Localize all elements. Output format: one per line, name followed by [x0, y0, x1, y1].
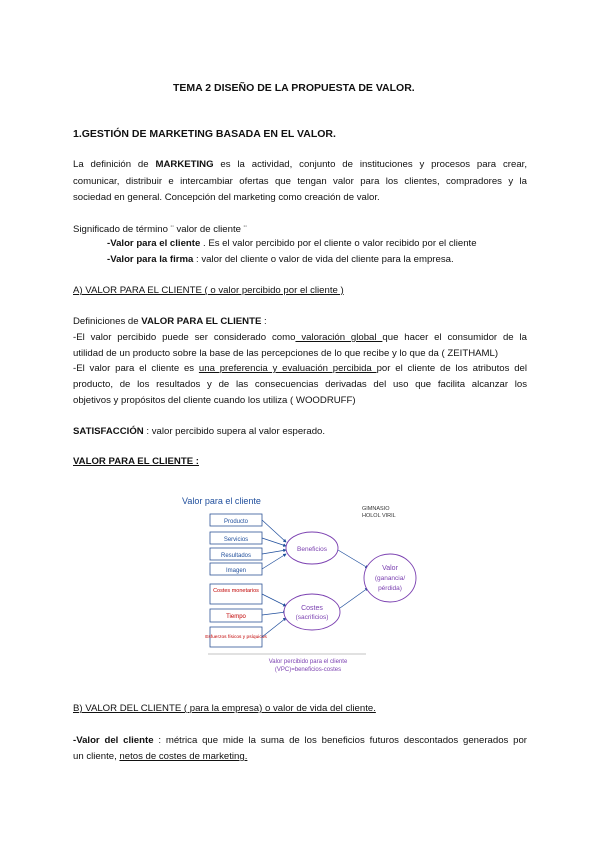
cost-box: [210, 609, 262, 622]
text-span: que hacer el consumidor de la: [382, 332, 527, 343]
text-span: :: [261, 316, 267, 327]
benefit-label: Imagen: [225, 568, 247, 574]
section1-heading: 1.GESTIÓN DE MARKETING BASADA EN EL VALOR.: [73, 128, 336, 140]
caption-line-2: (VPC)=beneficios-costes: [274, 667, 342, 673]
satisfaccion-line: [73, 426, 325, 438]
benefit-label: Resultados: [220, 553, 252, 559]
text-span: La definición de: [73, 159, 156, 170]
text-span: . Es el valor percibido por el cliente o valor recibido por el cliente: [200, 238, 477, 249]
benefits-label: Beneficios: [297, 546, 327, 553]
text-span: Definiciones de: [73, 316, 142, 327]
connector: [262, 594, 286, 606]
cost-label: Tiempo: [226, 614, 246, 620]
text-span: un cliente,: [73, 751, 120, 762]
valoracion-global: valoración global: [295, 332, 383, 343]
text-span: -El valor percibido puede ser considerado como: [73, 332, 296, 343]
value-label-3: pérdida): [378, 585, 402, 592]
benefit-box: [210, 532, 262, 544]
woodruff-line-3: objetivos y propósitos del cliente cuando los utiliza ( WOODRUFF): [73, 395, 356, 406]
vpc-label: -Valor para el cliente: [107, 238, 201, 249]
connector: [262, 612, 286, 615]
satisfaccion-label: SATISFACCIÓN: [73, 426, 144, 437]
cost-label: Costes monetarios: [213, 588, 259, 594]
woodruff-line-2: producto, de los resultados y de las consecuencias derivadas del uso que facilita alcanzar los: [73, 379, 527, 390]
valor-cliente-diagram: [180, 492, 420, 674]
benefit-box: [210, 548, 262, 560]
definition-line-1: [73, 159, 527, 171]
value-ellipse: [364, 554, 416, 602]
diagram-source-1: GIMNASIO: [362, 506, 390, 512]
text-span: B) VALOR DEL CLIENTE ( para la empresa): [73, 703, 265, 714]
connector: [338, 550, 368, 568]
costs-label-2: (sacrificios): [295, 614, 329, 621]
significado-line: Significado de término ¨ valor de cliente ¨: [73, 224, 247, 235]
connector: [262, 550, 286, 554]
vpc-term: VALOR PARA EL CLIENTE: [141, 316, 262, 327]
diagram-title: Valor para el cliente: [182, 496, 261, 506]
benefit-label: Producto: [223, 519, 249, 525]
text-span: : métrica que mide la suma de los beneficios futuros descontados generados por: [153, 735, 528, 746]
connector: [340, 588, 368, 608]
marketing-term: MARKETING: [155, 159, 214, 170]
vdc-label: -Valor del cliente: [73, 735, 154, 746]
definition-line-3: sociedad en general. Concepción del marketing como creación de valor.: [73, 192, 380, 203]
benefit-box: [210, 563, 262, 575]
caption-line-1: Valor percibido para el cliente: [268, 659, 348, 665]
valor-cliente-line: [107, 238, 477, 250]
cost-box: [205, 627, 267, 647]
definiciones-line: [73, 316, 267, 328]
text-span: o valor de vida del cliente.: [264, 703, 376, 714]
vpc-heading: VALOR PARA EL CLIENTE :: [73, 456, 199, 467]
benefit-box: [210, 514, 262, 526]
cost-box: [210, 584, 262, 604]
sectionA-heading: A) VALOR PARA EL CLIENTE ( o valor percibido por el cliente ): [73, 285, 344, 296]
connector: [262, 618, 286, 637]
preferencia-evaluacion: una preferencia y evaluación percibida: [198, 363, 377, 374]
text-span: : valor del cliente o valor de vida del cliente para la empresa.: [193, 254, 454, 265]
doc-title: TEMA 2 DISEÑO DE LA PROPUESTA DE VALOR.: [173, 82, 415, 94]
benefit-label: Servicios: [223, 537, 249, 543]
valor-firma-line: [107, 254, 454, 266]
definition-line-2: comunicar, distribuir e intercambiar ofertas que tengan valor para los clientes, compradores y la: [73, 176, 527, 187]
valor-del-cliente-line-2: [73, 751, 247, 763]
costs-ellipse: [284, 594, 340, 630]
zeithaml-line-1: [73, 332, 527, 344]
connector: [262, 554, 286, 569]
sectionB-heading: [73, 703, 376, 715]
netos-costes: netos de costes de marketing.: [119, 751, 248, 762]
text-span: : valor percibido supera al valor esperado.: [143, 426, 326, 437]
connector: [262, 538, 286, 546]
text-span: -El valor para el cliente es: [73, 363, 199, 374]
diagram-source-2: HOLOL VIRIL: [362, 513, 396, 519]
cost-label: Esfuerzos físicos y psíquicos: [205, 635, 267, 640]
connector: [262, 520, 286, 542]
text-span: por el cliente de los atributos del: [376, 363, 528, 374]
benefits-ellipse: [286, 532, 338, 564]
value-label-1: Valor: [382, 565, 398, 572]
vpf-label: -Valor para la firma: [107, 254, 194, 265]
costs-label-1: Costes: [301, 605, 323, 612]
valor-del-cliente-line-1: [73, 735, 527, 747]
text-span: es la actividad, conjunto de instituciones y procesos para crear,: [213, 159, 527, 170]
woodruff-line-1: [73, 363, 527, 375]
zeithaml-line-2: utilidad de un producto sobre la base de las percepciones de lo que recibe y lo que da ( ZEITHAML): [73, 348, 499, 359]
value-label-2: (ganancia/: [374, 575, 406, 582]
